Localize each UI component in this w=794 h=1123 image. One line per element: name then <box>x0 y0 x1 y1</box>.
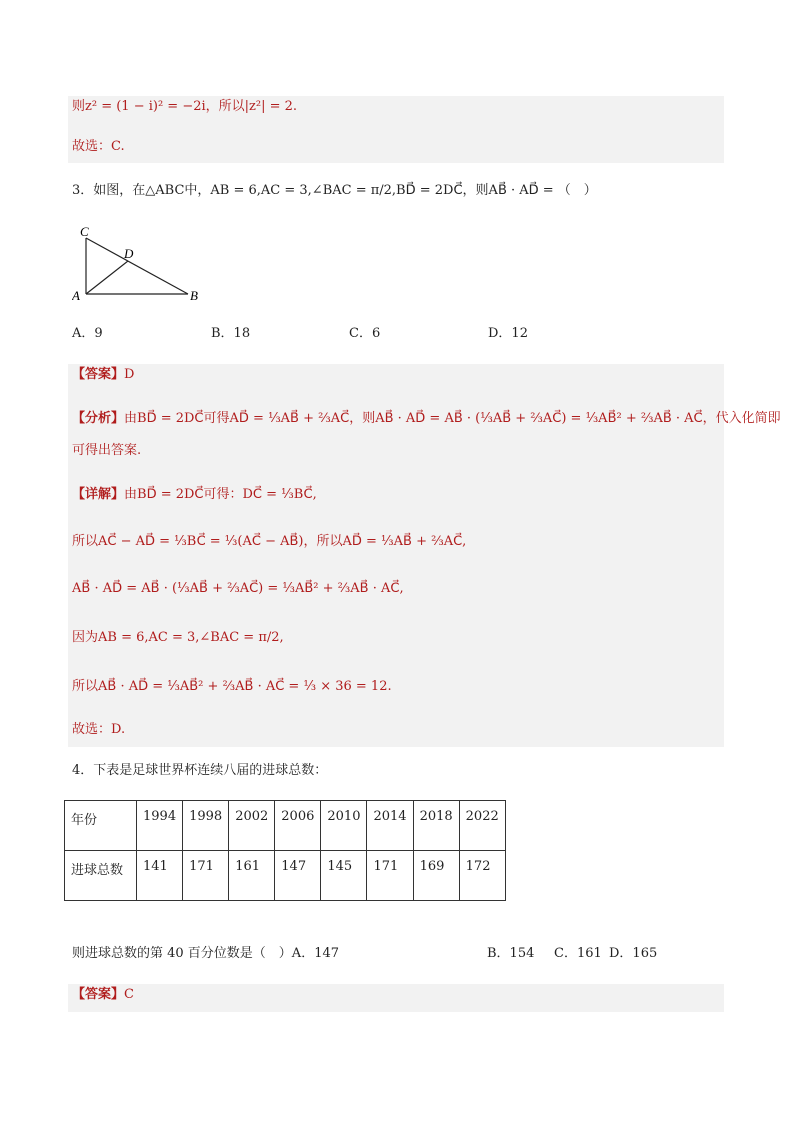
table-row-years <box>65 801 506 851</box>
year-cell: 2002 <box>229 801 275 851</box>
year-cell: 2010 <box>321 801 367 851</box>
goals-cell: 141 <box>137 851 183 901</box>
year-cell: 2006 <box>275 801 321 851</box>
segment-cb <box>86 238 188 294</box>
q3-option-c: C．6 <box>349 326 381 341</box>
q2-choice-line: 故选：C. <box>72 139 125 154</box>
goals-cell: 171 <box>183 851 229 901</box>
year-cell: 2014 <box>367 801 413 851</box>
q4-answer-line <box>72 986 134 1004</box>
q2-solution-line: 则z² = (1 − i)² = −2i，所以|z²| = 2. <box>72 99 298 114</box>
q4-option-d: D．165 <box>609 946 658 961</box>
q3-option-b: B．18 <box>211 326 251 341</box>
row-header-goals: 进球总数 <box>65 851 137 901</box>
q4-stem: 4．下表是足球世界杯连续八届的进球总数： <box>72 763 328 778</box>
answer-value: D <box>124 367 135 382</box>
triangle-figure <box>72 222 212 306</box>
detail-tag: 【详解】 <box>72 487 125 502</box>
label-b: B <box>190 288 198 303</box>
q3-detail-line-3: AB⃗ · AD⃗ = AB⃗ · (⅓AB⃗ + ⅔AC⃗) = ⅓AB⃗² + ⅔AB⃗ · AC⃗, <box>72 581 404 596</box>
q3-detail-line-1 <box>72 486 317 504</box>
goals-cell: 145 <box>321 851 367 901</box>
table-row-goals <box>65 851 506 901</box>
q4-option-b: B．154 <box>487 946 535 961</box>
label-c: C <box>80 224 89 239</box>
row-header-year: 年份 <box>65 801 137 851</box>
answer-value: C <box>124 987 134 1002</box>
q3-option-a: A．9 <box>72 326 103 341</box>
answer-tag: 【答案】 <box>72 987 125 1002</box>
analysis-tag: 【分析】 <box>72 411 125 426</box>
q3-detail-line-4: 因为AB = 6,AC = 3,∠BAC = π/2, <box>72 630 284 645</box>
year-cell: 1998 <box>183 801 229 851</box>
segment-ad <box>86 261 128 294</box>
q3-option-d: D．12 <box>488 326 528 341</box>
goals-cell: 171 <box>367 851 413 901</box>
q3-analysis-line-1 <box>72 410 781 428</box>
year-cell: 1994 <box>137 801 183 851</box>
q3-stem: 3．如图，在△ABC中，AB = 6,AC = 3,∠BAC = π/2,BD⃗ = 2DC⃗，则AB⃗ · AD⃗ = （ ） <box>72 183 597 198</box>
detail-text-1: 由BD⃗ = 2DC⃗可得：DC⃗ = ⅓BC⃗, <box>124 487 317 502</box>
goals-cell: 147 <box>275 851 321 901</box>
goals-cell: 169 <box>413 851 459 901</box>
answer-block-q4 <box>68 984 724 1012</box>
answer-tag: 【答案】 <box>72 367 125 382</box>
label-d: D <box>124 246 134 261</box>
label-a: A <box>72 288 80 303</box>
q3-detail-line-5: 所以AB⃗ · AD⃗ = ⅓AB⃗² + ⅔AB⃗ · AC⃗ = ⅓ × 36 = 12. <box>72 679 392 694</box>
analysis-text-1: 由BD⃗ = 2DC⃗可得AD⃗ = ⅓AB⃗ + ⅔AC⃗，则AB⃗ · AD⃗ = AB⃗ · (⅓AB⃗ + ⅔AC⃗) = ⅓AB⃗² + ⅔AB⃗ · AC⃗，代入化简即 <box>124 411 781 426</box>
q3-detail-line-6: 故选：D. <box>72 722 126 737</box>
q4-question: 则进球总数的第 40 百分位数是（ ）A．147 <box>72 946 340 961</box>
q3-analysis-line-2: 可得出答案. <box>72 443 142 458</box>
world-cup-goals-table <box>64 800 506 901</box>
year-cell: 2022 <box>459 801 505 851</box>
q3-answer-line <box>72 366 134 384</box>
q3-detail-line-2: 所以AC⃗ − AD⃗ = ⅓BC⃗ = ⅓(AC⃗ − AB⃗)，所以AD⃗ = ⅓AB⃗ + ⅔AC⃗, <box>72 534 467 549</box>
goals-cell: 161 <box>229 851 275 901</box>
goals-cell: 172 <box>459 851 505 901</box>
year-cell: 2018 <box>413 801 459 851</box>
q4-option-c: C．161 <box>554 946 602 961</box>
